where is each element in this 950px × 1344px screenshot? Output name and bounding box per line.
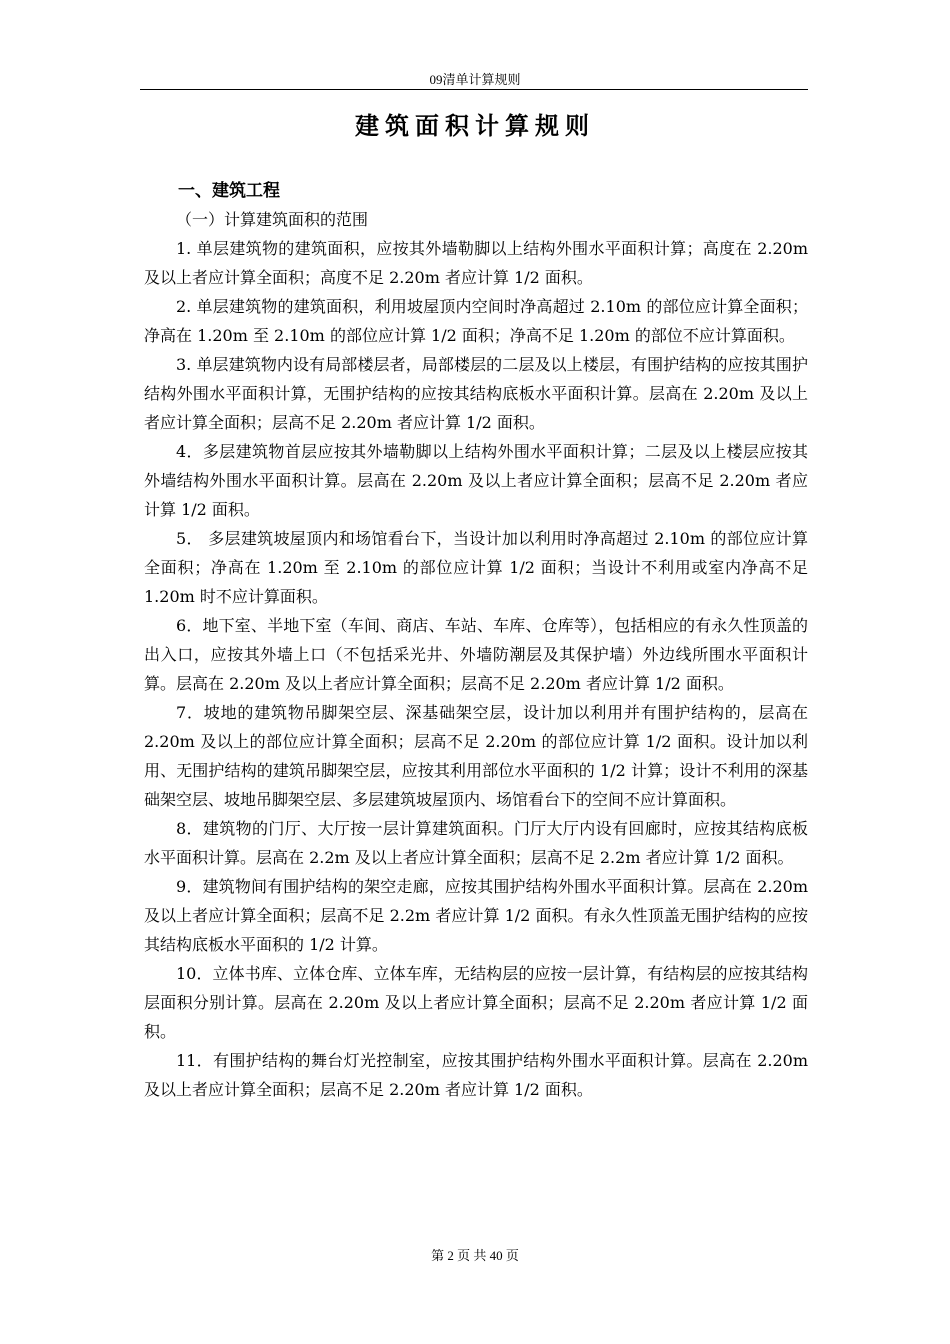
paragraph-rule-7: 7．坡地的建筑物吊脚架空层、深基础架空层，设计加以利用并有围护结构的，层高在 2.20m 及以上的部位应计算全面积；层高不足 2.20m 的部位应计算 1/2 面积。设计加以利用、无围护结构的建筑吊脚架空层，应按其利用部位水平面积的 1/2 计算；设计不利用的深基础架空层、坡地吊脚架空层、多层建筑坡屋顶内、场馆看台下的空间不应计算面积。 — [144, 703, 808, 809]
paragraph-rule-10: 10．立体书库、立体仓库、立体车库，无结构层的应按一层计算，有结构层的应按其结构层面积分别计算。层高在 2.20m 及以上者应计算全面积；层高不足 2.20m 者应计算 1/2 面积。 — [144, 964, 808, 1041]
header-divider — [140, 89, 808, 90]
paragraph-rule-4: 4．多层建筑物首层应按其外墙勒脚以上结构外围水平面积计算；二层及以上楼层应按其外墙结构外围水平面积计算。层高在 2.20m 及以上者应计算全面积；层高不足 2.20m 者应计算 1/2 面积。 — [144, 442, 808, 519]
page-number: 第 2 页 共 40 页 — [431, 1248, 519, 1263]
paragraph-rule-3: 3. 单层建筑物内设有局部楼层者，局部楼层的二层及以上楼层，有围护结构的应按其围护结构外围水平面积计算，无围护结构的应按其结构底板水平面积计算。层高在 2.20m 及以上者应计算全面积；层高不足 2.20m 者应计算 1/2 面积。 — [144, 355, 808, 432]
subsection-heading: （一）计算建筑面积的范围 — [176, 210, 369, 229]
paragraph-rule-8: 8．建筑物的门厅、大厅按一层计算建筑面积。门厅大厅内设有回廊时，应按其结构底板水平面积计算。层高在 2.2m 及以上者应计算全面积；层高不足 2.2m 者应计算 1/2 面积。 — [144, 819, 808, 867]
page-title: 建筑面积计算规则 — [355, 112, 595, 140]
paragraph-rule-11: 11．有围护结构的舞台灯光控制室，应按其围护结构外围水平面积计算。层高在 2.20m 及以上者应计算全面积；层高不足 2.20m 者应计算 1/2 面积。 — [144, 1051, 808, 1099]
paragraph-rule-2: 2. 单层建筑物的建筑面积，利用坡屋顶内空间时净高超过 2.10m 的部位应计算全面积；净高在 1.20m 至 2.10m 的部位应计算 1/2 面积；净高不足 1.20m 的部位不应计算面积。 — [144, 297, 808, 345]
paragraph-rule-6: 6．地下室、半地下室（车间、商店、车站、车库、仓库等），包括相应的有永久性顶盖的出入口，应按其外墙上口（不包括采光井、外墙防潮层及其保护墙）外边线所围水平面积计算。层高在 2.20m 及以上者应计算全面积；层高不足 2.20m 者应计算 1/2 面积。 — [144, 616, 808, 693]
section-heading: 一、建筑工程 — [178, 181, 280, 201]
paragraph-rule-9: 9．建筑物间有围护结构的架空走廊，应按其围护结构外围水平面积计算。层高在 2.20m 及以上者应计算全面积；层高不足 2.2m 者应计算 1/2 面积。有永久性顶盖无围护结构的应按其结构底板水平面积的 1/2 计算。 — [144, 877, 808, 954]
running-header: 09清单计算规则 — [429, 72, 521, 87]
paragraph-rule-5: 5． 多层建筑坡屋顶内和场馆看台下，当设计加以利用时净高超过 2.10m 的部位应计算全面积；净高在 1.20m 至 2.10m 的部位应计算 1/2 面积；当设计不利用或室内净高不足 1.20m 时不应计算面积。 — [144, 529, 808, 606]
document-body — [144, 177, 808, 1104]
paragraph-rule-1: 1. 单层建筑物的建筑面积，应按其外墙勒脚以上结构外围水平面积计算；高度在 2.20m 及以上者应计算全面积；高度不足 2.20m 者应计算 1/2 面积。 — [144, 239, 808, 287]
